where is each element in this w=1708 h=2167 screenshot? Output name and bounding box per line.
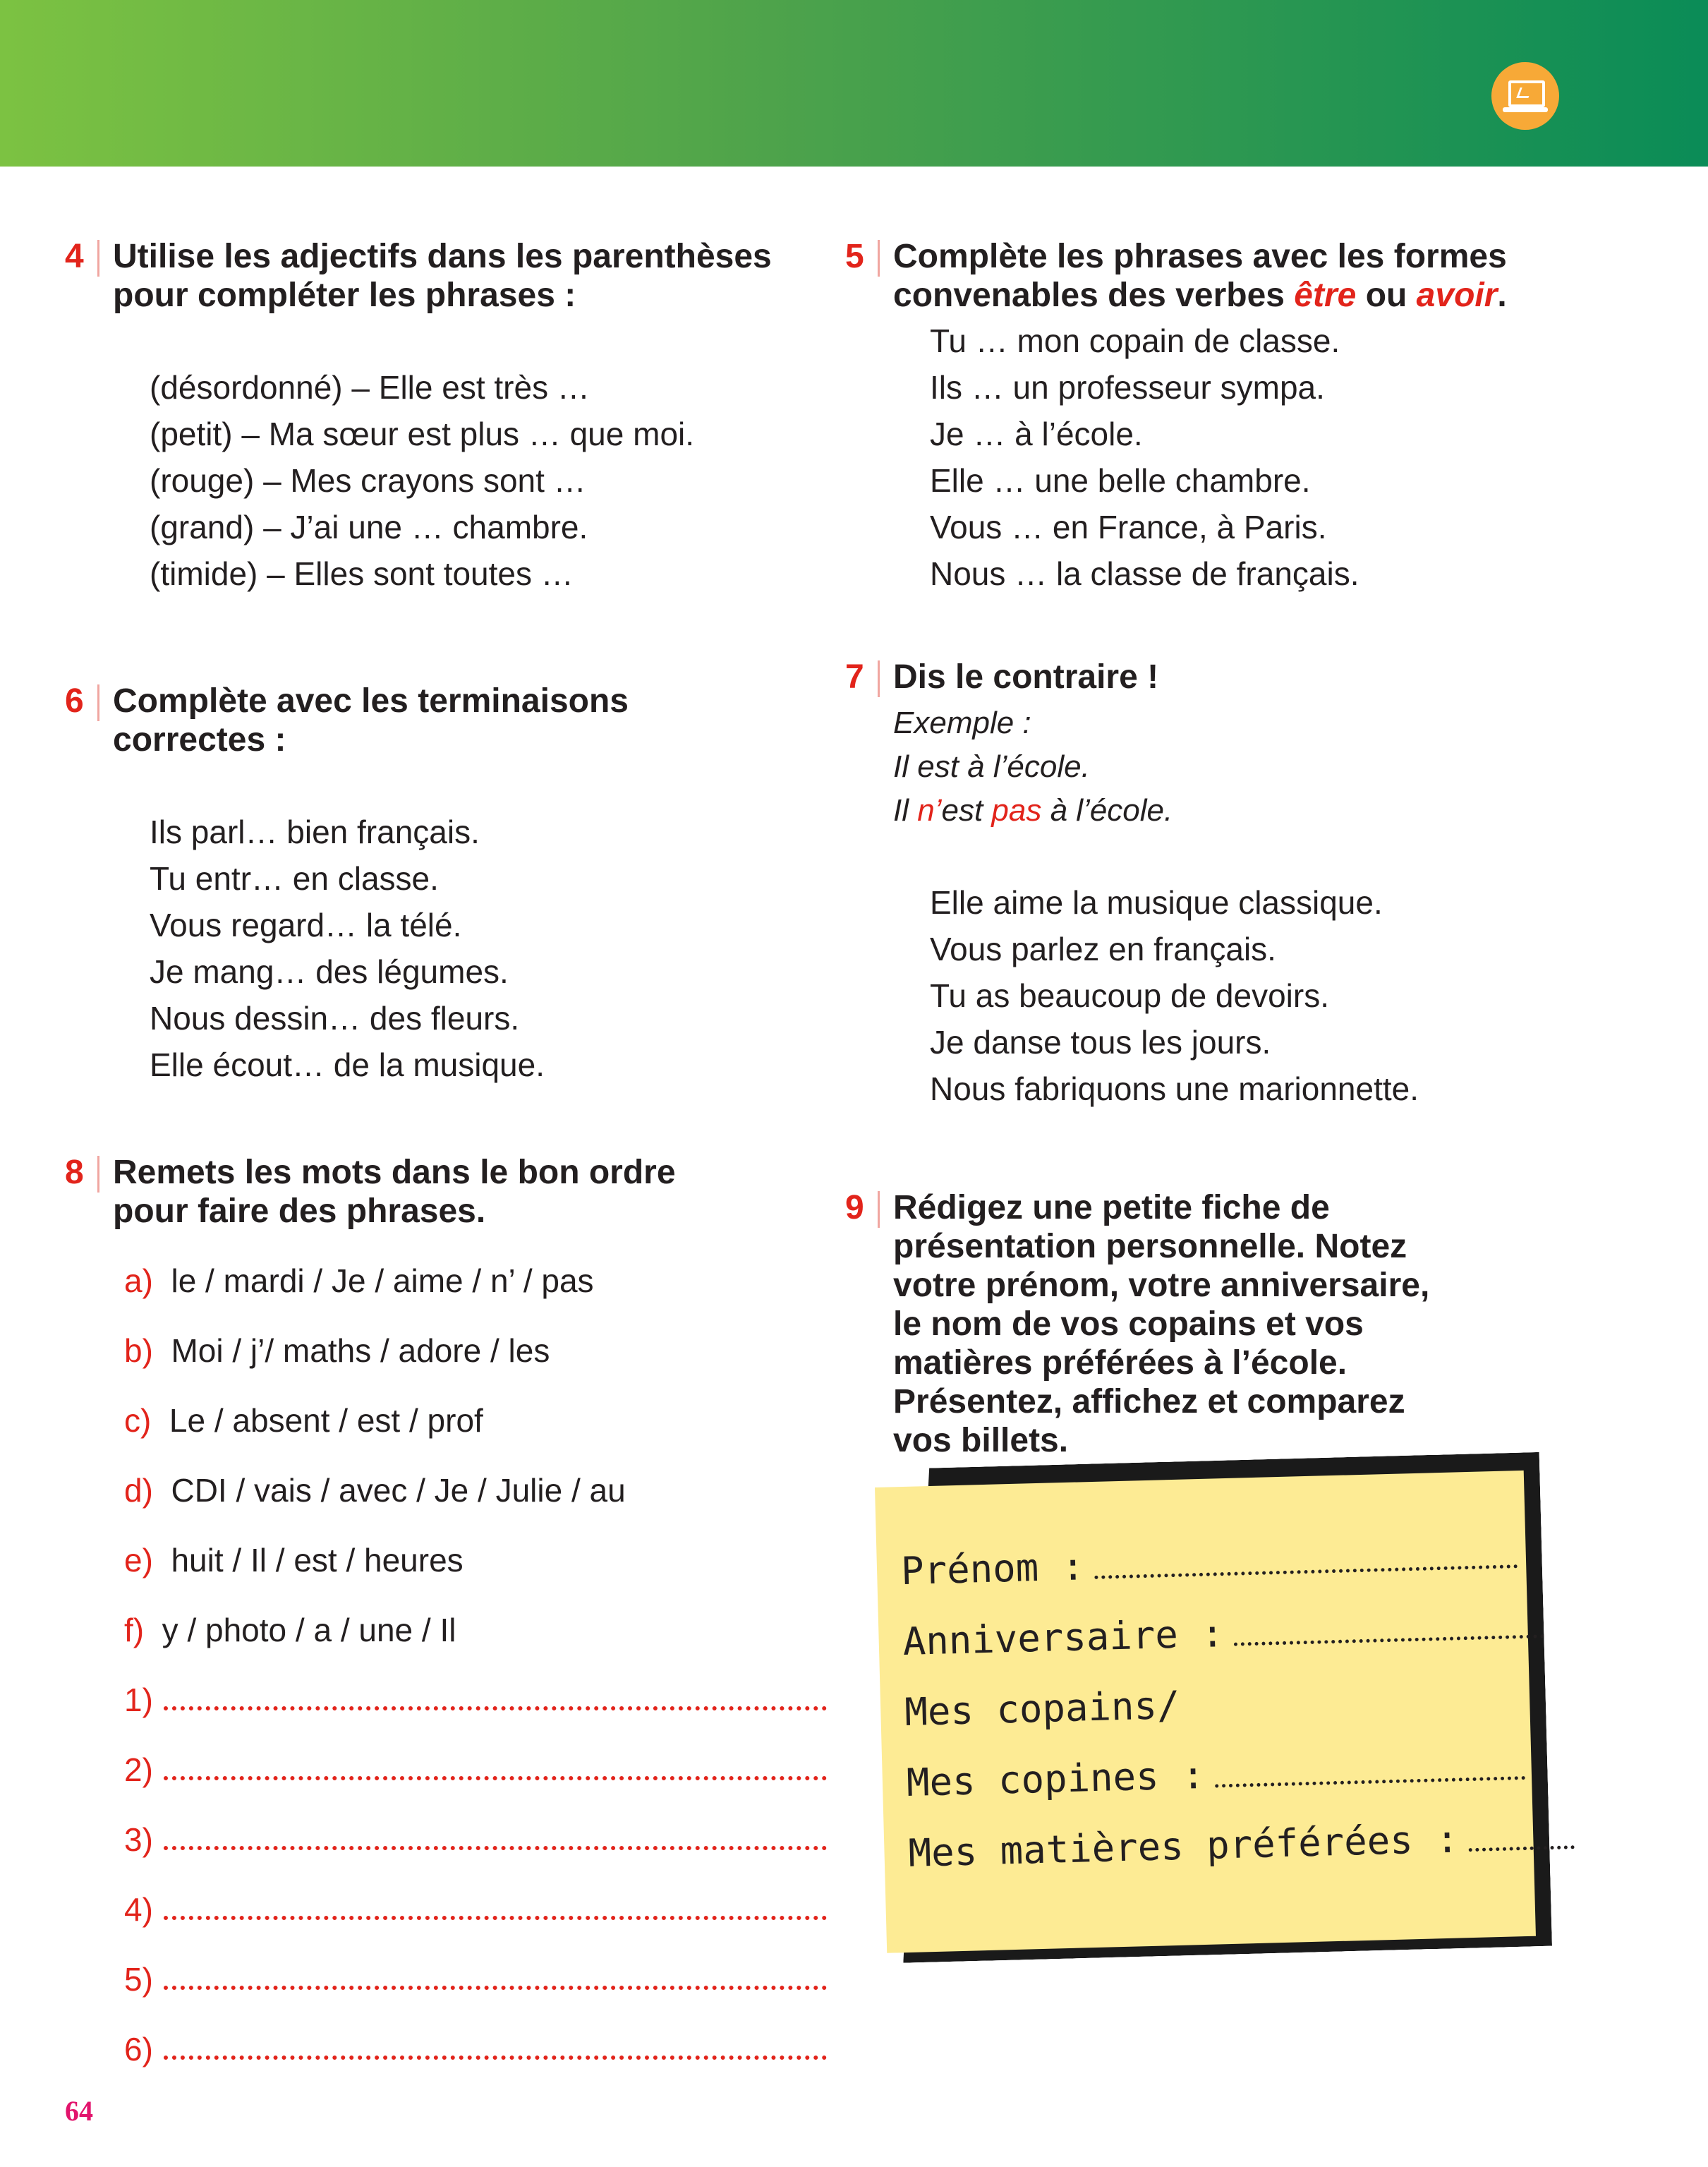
exercise-heading: Présentez, affichez et comparez (893, 1383, 1405, 1420)
answer-label: 4) (124, 1891, 153, 1928)
word-order-item: b) Moi / j’/ maths / adore / les (124, 1332, 550, 1369)
exercise-line: Je mang… des légumes. (150, 953, 509, 990)
exercise-heading: pour compléter les phrases : (113, 277, 576, 314)
answer-label: 3) (124, 1821, 153, 1858)
number-divider (878, 660, 880, 697)
note-field-matieres[interactable]: Mes matières préférées : (908, 1813, 1575, 1876)
answer-label: 1) (124, 1682, 153, 1718)
exercise-line: Vous … en France, à Paris. (930, 509, 1327, 545)
exercise-line: Nous … la classe de français. (930, 555, 1359, 592)
exercise-number: 7 (845, 658, 864, 696)
example-sentence: Il est à l’école. (893, 749, 1090, 784)
exercise-heading: Remets les mots dans le bon ordre (113, 1154, 676, 1191)
exercise-line: Tu entr… en classe. (150, 860, 439, 897)
exercise-number: 6 (65, 682, 84, 720)
exercise-line: Elle aime la musique classique. (930, 884, 1383, 921)
example-sentence-negative: Il n’est pas à l’école. (893, 793, 1173, 828)
exercise-heading: matières préférées à l’école. (893, 1344, 1347, 1382)
answer-line[interactable] (164, 1986, 827, 1990)
number-divider (97, 684, 99, 721)
answer-label: 6) (124, 2031, 153, 2068)
exercise-line: Elle … une belle chambre. (930, 462, 1311, 499)
exercise-line: (désordonné) – Elle est très … (150, 369, 590, 406)
verb-avoir: avoir (1416, 277, 1498, 314)
exercise-heading: Dis le contraire ! (893, 658, 1159, 696)
exercise-heading: Complète les phrases avec les formes (893, 238, 1507, 275)
exercise-number: 8 (65, 1154, 84, 1191)
exercise-heading: Utilise les adjectifs dans les parenthèses (113, 238, 772, 275)
word-order-item: e) huit / Il / est / heures (124, 1542, 464, 1579)
example-label: Exemple : (893, 706, 1031, 740)
exercise-heading: Complète avec les terminaisons (113, 682, 629, 720)
exercise-line: Tu … mon copain de classe. (930, 322, 1340, 359)
exercise-heading: votre prénom, votre anniversaire, (893, 1267, 1430, 1304)
note-field-anniversaire[interactable]: Anniversaire : (902, 1602, 1544, 1664)
exercise-heading: pour faire des phrases. (113, 1193, 486, 1230)
exercise-line: (petit) – Ma sœur est plus … que moi. (150, 416, 695, 452)
exercise-line: Je danse tous les jours. (930, 1024, 1271, 1061)
answer-label: 2) (124, 1751, 153, 1788)
exercise-line: Ils parl… bien français. (150, 814, 480, 850)
computer-icon[interactable] (1491, 62, 1559, 130)
exercise-line: Nous fabriquons une marionnette. (930, 1070, 1419, 1107)
answer-line[interactable] (164, 1706, 827, 1710)
exercise-heading: convenables des verbes être ou avoir. (893, 277, 1507, 314)
exercise-heading: présentation personnelle. Notez (893, 1228, 1407, 1265)
exercise-line: Tu as beaucoup de devoirs. (930, 977, 1329, 1014)
number-divider (97, 240, 99, 277)
exercise-number: 9 (845, 1189, 864, 1226)
exercise-number: 4 (65, 238, 84, 275)
page-number: 64 (65, 2095, 93, 2127)
answer-line[interactable] (164, 2056, 827, 2060)
word-order-item: c) Le / absent / est / prof (124, 1402, 483, 1439)
word-order-item: f) y / photo / a / une / Il (124, 1612, 456, 1648)
answer-label: 5) (124, 1961, 153, 1998)
answer-line[interactable] (164, 1846, 827, 1850)
exercise-heading: Rédigez une petite fiche de (893, 1189, 1330, 1226)
answer-line[interactable] (164, 1776, 827, 1780)
exercise-heading: vos billets. (893, 1422, 1069, 1459)
exercise-heading: correctes : (113, 721, 286, 759)
answer-line[interactable] (164, 1916, 827, 1920)
note-field-copains: Mes copains/ (904, 1682, 1181, 1734)
exercise-heading: le nom de vos copains et vos (893, 1305, 1364, 1343)
exercise-line: (grand) – J’ai une … chambre. (150, 509, 588, 545)
note-field-copines[interactable]: Mes copines : (906, 1744, 1525, 1805)
verb-etre: être (1294, 277, 1357, 314)
exercise-line: Je … à l’école. (930, 416, 1143, 452)
exercise-line: (timide) – Elles sont toutes … (150, 555, 574, 592)
top-banner (0, 0, 1708, 167)
exercise-line: Elle écout… de la musique. (150, 1046, 545, 1083)
exercise-line: Nous dessin… des fleurs. (150, 1000, 520, 1037)
exercise-number: 5 (845, 238, 864, 275)
sticky-note (875, 1471, 1536, 1953)
exercise-line: Ils … un professeur sympa. (930, 369, 1325, 406)
number-divider (97, 1156, 99, 1193)
number-divider (878, 1191, 880, 1228)
number-divider (878, 240, 880, 277)
exercise-line: Vous parlez en français. (930, 931, 1276, 967)
exercise-line: (rouge) – Mes crayons sont … (150, 462, 586, 499)
note-field-prenom[interactable]: Prénom : (900, 1533, 1518, 1593)
word-order-item: d) CDI / vais / avec / Je / Julie / au (124, 1472, 626, 1509)
exercise-line: Vous regard… la télé. (150, 907, 462, 943)
word-order-item: a) le / mardi / Je / aime / n’ / pas (124, 1262, 594, 1299)
